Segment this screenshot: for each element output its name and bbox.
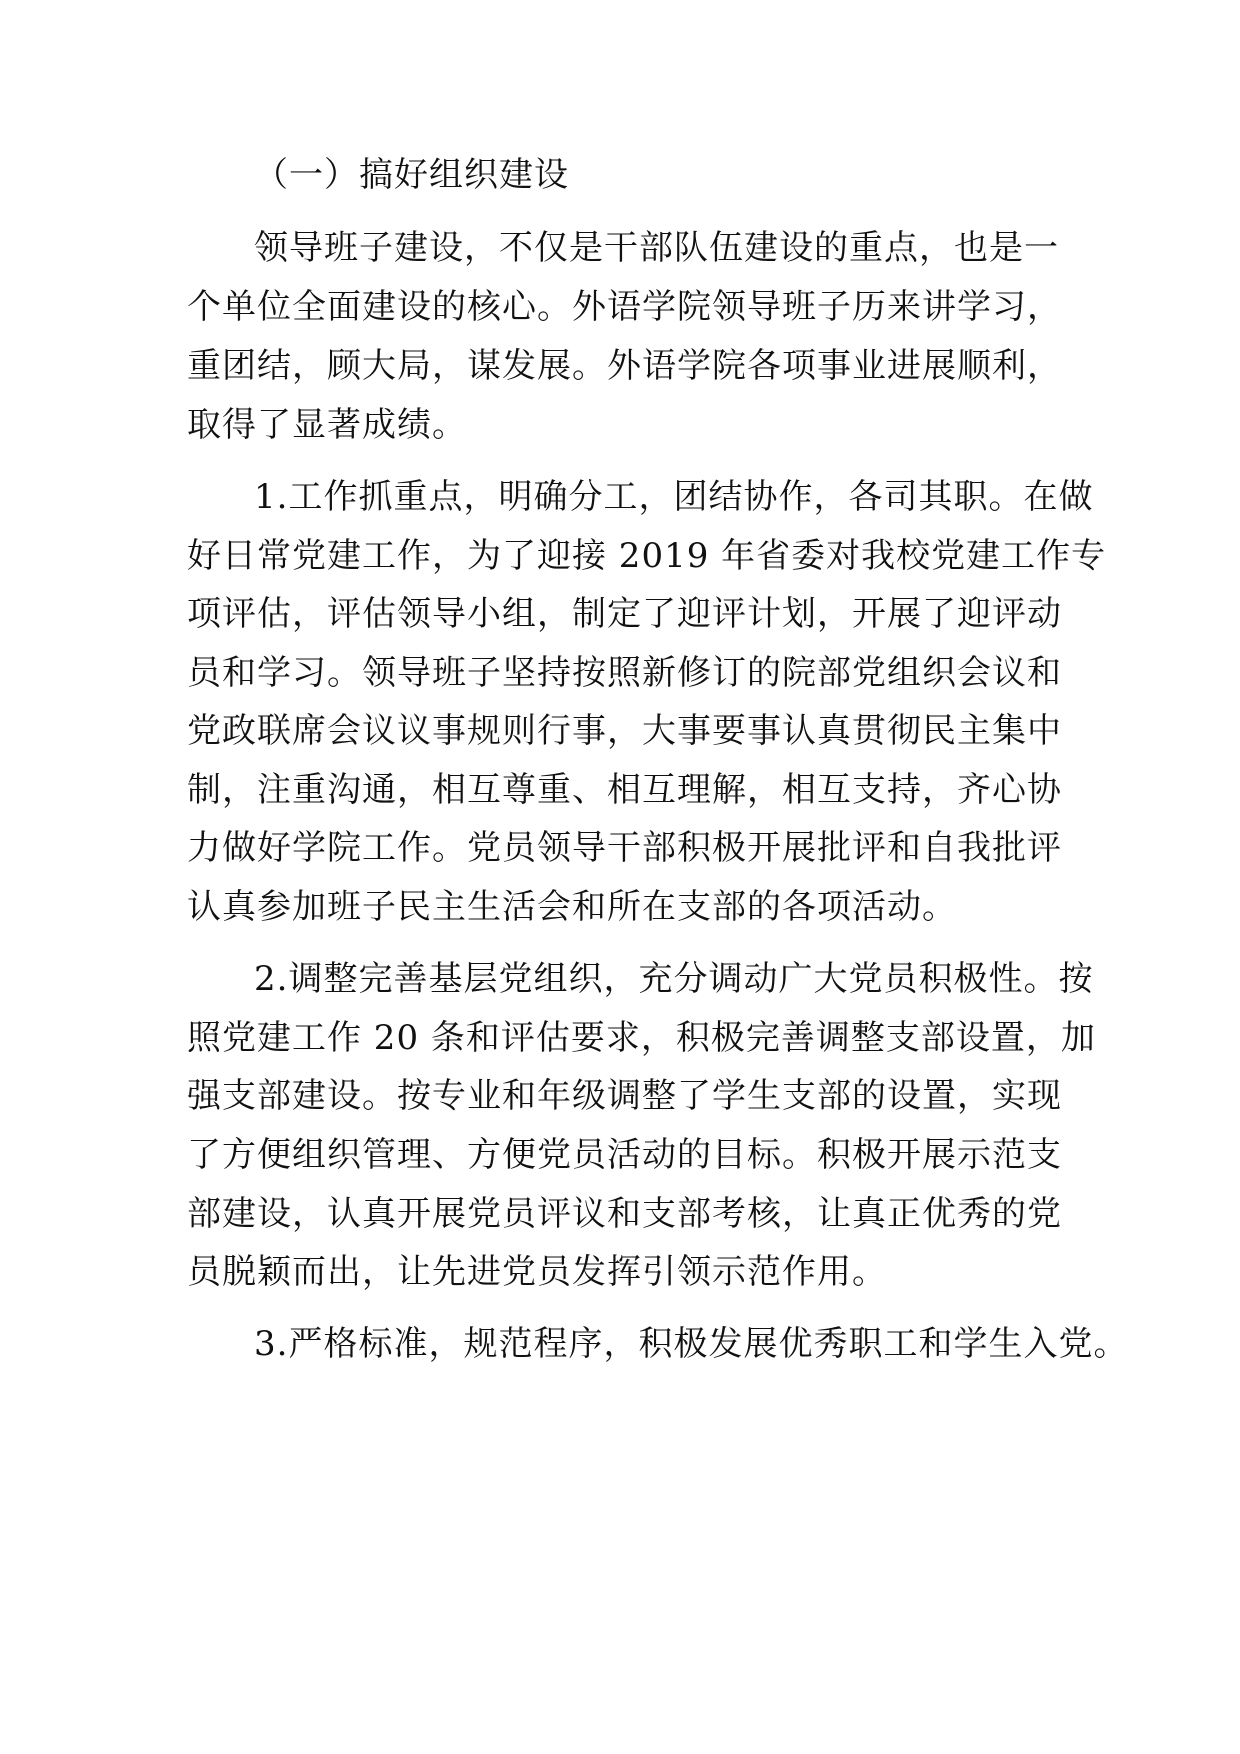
paragraph-line: 员和学习。领导班子坚持按照新修订的院部党组织会议和 [187, 653, 1062, 693]
paragraph-line: 领导班子建设，不仅是干部队伍建设的重点，也是一 [254, 228, 1059, 268]
paragraph-line: 个单位全面建设的核心。外语学院领导班子历来讲学习， [187, 287, 1062, 327]
paragraph-line: 2.调整完善基层党组织，充分调动广大党员积极性。按 [254, 959, 1094, 999]
paragraph-line: 好日常党建工作，为了迎接 2019 年省委对我校党建工作专 [187, 536, 1107, 576]
paragraph-line: 1.工作抓重点，明确分工，团结协作，各司其职。在做 [254, 477, 1094, 517]
section-heading: （一）搞好组织建设 [254, 155, 569, 195]
paragraph-line: 重团结，顾大局，谋发展。外语学院各项事业进展顺利， [187, 346, 1062, 386]
paragraph-line: 员脱颖而出，让先进党员发挥引领示范作用。 [187, 1252, 887, 1292]
paragraph-line: 党政联席会议议事规则行事，大事要事认真贯彻民主集中 [187, 711, 1062, 751]
paragraph-line: 强支部建设。按专业和年级调整了学生支部的设置，实现 [187, 1076, 1062, 1116]
paragraph-line: 认真参加班子民主生活会和所在支部的各项活动。 [187, 887, 957, 927]
paragraph-line: 了方便组织管理、方便党员活动的目标。积极开展示范支 [187, 1135, 1062, 1175]
paragraph-line: 制，注重沟通，相互尊重、相互理解，相互支持，齐心协 [187, 770, 1062, 810]
paragraph-line: 3.严格标准，规范程序，积极发展优秀职工和学生入党。 [254, 1324, 1129, 1364]
paragraph-line: 取得了显著成绩。 [187, 405, 467, 445]
paragraph-line: 项评估，评估领导小组，制定了迎评计划，开展了迎评动 [187, 594, 1062, 634]
paragraph-line: 部建设，认真开展党员评议和支部考核，让真正优秀的党 [187, 1194, 1062, 1234]
paragraph-line: 照党建工作 20 条和评估要求，积极完善调整支部设置，加 [187, 1018, 1096, 1058]
paragraph-line: 力做好学院工作。党员领导干部积极开展批评和自我批评 [187, 828, 1062, 868]
